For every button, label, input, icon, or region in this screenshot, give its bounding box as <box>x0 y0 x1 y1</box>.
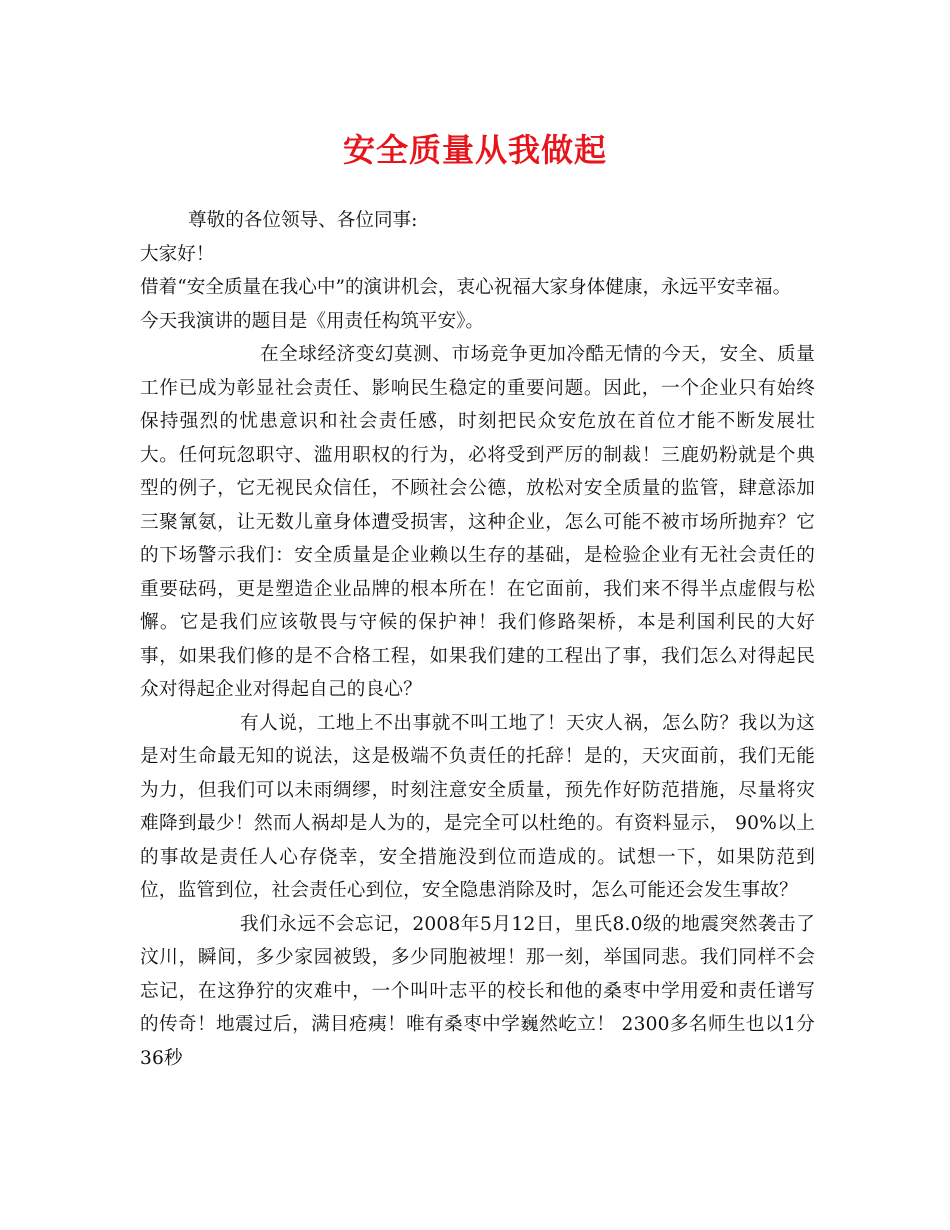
intro-line: 借着“安全质量在我心中”的演讲机会，衷心祝福大家身体健康，永远平安幸福。 <box>140 277 792 298</box>
paragraph-1: 在全球经济变幻莫测、市场竞争更加冷酷无情的今天，安全、质量工作已成为彰显社会责任、影响民生稳定的重要问题。因此，一个企业只有始终保持强烈的忧患意识和社会责任感，时刻把民众安危放在首位才能不断发展壮大。任何玩忽职守、滥用职权的行为，必将受到严厉的制裁！三鹿奶粉就是个典型的例子，它无视民众信任，不顾社会公德，放松对安全质量的监管，肆意添加三聚氰氨，让无数儿童身体遭受损害，这种企业，怎么可能不被市场所抛弃？它的下场警示我们：安全质量是企业赖以生存的基础，是检验企业有无社会责任的重要砝码，更是塑造企业品牌的根本所在！在它面前，我们来不得半点虚假与松懈。它是我们应该敬畏与守候的保护神！我们修路架桥，本是利国利民的大好事，如果我们修的是不合格工程，如果我们建的工程出了事，我们怎么对得起民众对得起企业对得起自己的良心？ <box>140 344 815 700</box>
paragraph-2: 有人说，工地上不出事就不叫工地了！天灾人祸，怎么防？我以为这是对生命最无知的说法，这是极端不负责任的托辞！是的，天灾面前，我们无能为力，但我们可以未雨绸缪，时刻注意安全质量，预先作好防范措施，尽量将灾难降到最少！然而人祸却是人为的，是完全可以杜绝的。有资料显示， 90%以上的事故是责任人心存侥幸，安全措施没到位而造成的。试想一下，如果防范到位，监管到位，社会责任心到位，安全隐患消除及时，怎么可能还会发生事故？ <box>140 712 815 901</box>
greeting: 大家好！ <box>140 243 215 265</box>
document-body <box>140 204 815 1075</box>
salutation: 尊敬的各位领导、各位同事: <box>188 210 418 231</box>
paragraph-3: 我们永远不会忘记，2008年5月12日，里氏8.0级的地震突然袭击了汶川，瞬间，多少家园被毁，多少同胞被埋！那一刻，举国同悲。我们同样不会忘记，在这狰狞的灾难中，一个叫叶志平的校长和他的桑枣中学用爱和责任谱写的传奇！地震过后，满目疮痍！唯有桑枣中学巍然屹立！ 2300多名师生也以1分36秒 <box>140 913 815 1069</box>
speech-topic-line: 今天我演讲的题目是《用责任构筑平安》。 <box>140 310 484 332</box>
document-title: 安全质量从我做起 <box>342 131 607 169</box>
